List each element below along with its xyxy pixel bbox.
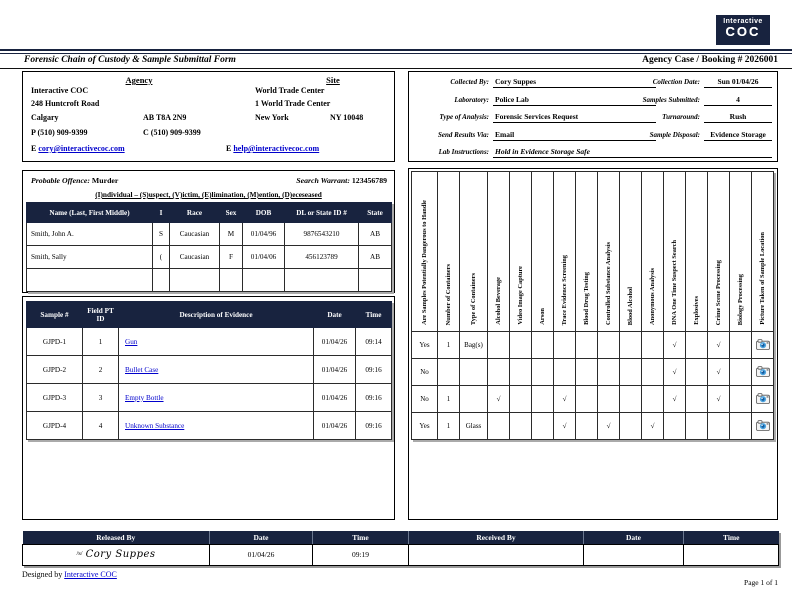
individual-cell: S — [153, 223, 170, 246]
samples-panel — [22, 296, 395, 520]
header-rule — [0, 49, 792, 54]
picture-cell — [752, 413, 774, 440]
analysis-column-header — [532, 172, 554, 332]
individuals-table — [26, 202, 392, 292]
dangerous-cell: Yes — [412, 332, 438, 359]
individual-cell — [153, 269, 170, 292]
field-pt-id-cell: 2 — [83, 356, 119, 384]
analysis-empty-cell — [620, 332, 642, 359]
field-pt-id-cell: 4 — [83, 412, 119, 440]
analysis-empty-cell — [510, 413, 532, 440]
site-state-zip: NY 10048 — [330, 113, 364, 122]
individual-cell: M — [220, 223, 243, 246]
evidence-description-cell — [119, 356, 314, 384]
collection-row — [409, 76, 777, 90]
evidence-link[interactable]: Gun — [125, 337, 138, 346]
field-label: Collected By: — [450, 78, 489, 86]
analysis-empty-cell — [730, 386, 752, 413]
site-heading: Site — [326, 75, 340, 85]
date-cell: 01/04/26 — [314, 328, 356, 356]
analysis-empty-cell — [532, 332, 554, 359]
column-header: Race — [170, 203, 220, 223]
vertical-header-text: Are Samples Potentially Dangerous to Handle — [421, 200, 428, 325]
title-underline — [0, 68, 792, 69]
analysis-check-cell: √ — [642, 413, 664, 440]
individual-cell — [243, 269, 285, 292]
column-header: Time — [684, 531, 779, 544]
release-header-row — [23, 531, 779, 544]
agency-province: AB T8A 2N9 — [143, 113, 187, 122]
designer-link[interactable]: Interactive COC — [64, 570, 117, 579]
evidence-link[interactable]: Unknown Substance — [125, 421, 185, 430]
vertical-header-text: Picture Taken of Sample Location — [759, 232, 766, 325]
vertical-header-text: Biology Processing — [737, 273, 744, 325]
sample-row — [27, 384, 392, 412]
agency-heading: Agency — [125, 75, 153, 85]
time-cell: 09:16 — [356, 356, 392, 384]
site-address: 1 World Trade Center — [255, 99, 331, 108]
vertical-header-text: Blood Drug Testing — [583, 272, 590, 325]
analysis-empty-cell — [642, 332, 664, 359]
signature-prefix: /s/ — [76, 550, 83, 557]
date-cell: 01/04/26 — [314, 356, 356, 384]
vertical-header-text: Anonymous Analysis — [649, 267, 656, 325]
containers-count-cell — [438, 359, 460, 386]
field-value: 4 — [704, 94, 772, 106]
footer-designed-by — [22, 570, 117, 579]
field-label: Turnaround: — [662, 113, 700, 121]
analysis-check-cell: √ — [708, 386, 730, 413]
column-header: Received By — [409, 531, 584, 544]
individual-cell — [220, 269, 243, 292]
individual-cell: Caucasian — [170, 223, 220, 246]
containers-count-cell: 1 — [438, 332, 460, 359]
individual-code-legend: (I)ndividual – (S)uspect, (V)ictim, (E)limination, (M)ention, (D)eceseased — [95, 190, 322, 199]
container-type-cell — [460, 386, 488, 413]
analysis-column-header — [686, 172, 708, 332]
analysis-empty-cell — [730, 332, 752, 359]
interactive-coc-logo — [716, 15, 770, 45]
date-cell: 01/04/26 — [314, 412, 356, 440]
site-name: World Trade Center — [255, 86, 325, 95]
vertical-header-text: Blood Alcohol — [627, 286, 634, 325]
individual-cell: Caucasian — [170, 246, 220, 269]
analysis-column-header — [642, 172, 664, 332]
individual-cell: 01/04/06 — [243, 246, 285, 269]
field-value: Evidence Storage — [704, 129, 772, 141]
analysis-empty-cell — [620, 359, 642, 386]
field-label: Send Results Via: — [438, 130, 489, 139]
camera-icon[interactable] — [756, 366, 770, 377]
samples-header-row — [27, 302, 392, 328]
individual-cell: 456123789 — [285, 246, 359, 269]
analysis-column-header — [554, 172, 576, 332]
collection-row — [409, 129, 777, 143]
analysis-check-cell: √ — [598, 413, 620, 440]
signature-name: Cory Suppes — [85, 549, 156, 560]
column-header: Date — [210, 531, 313, 544]
samples-table — [26, 301, 392, 440]
analysis-column-header — [752, 172, 774, 332]
column-header: Field PT ID — [83, 302, 119, 328]
field-pt-id-cell: 3 — [83, 384, 119, 412]
release-data-row — [23, 544, 779, 565]
agency-email-prefix: E — [31, 144, 37, 153]
picture-cell — [752, 359, 774, 386]
individual-cell: Smith, John A. — [27, 223, 153, 246]
analysis-empty-cell — [532, 386, 554, 413]
collection-info-panel — [408, 71, 778, 162]
analysis-check-cell: √ — [708, 359, 730, 386]
evidence-description-cell — [119, 412, 314, 440]
analysis-column-header — [598, 172, 620, 332]
form-title: Forensic Chain of Custody & Sample Submittal Form — [24, 55, 236, 65]
analysis-empty-cell — [488, 413, 510, 440]
analysis-column-header — [488, 172, 510, 332]
individual-cell: F — [220, 246, 243, 269]
sample-id-cell: GJPD-4 — [27, 412, 83, 440]
individual-cell: ( — [153, 246, 170, 269]
dangerous-cell: No — [412, 359, 438, 386]
field-value: Police Lab — [493, 94, 656, 106]
offence-individuals-panel — [22, 170, 395, 293]
field-value: Sun 01/04/26 — [704, 76, 772, 88]
field-label: Type of Analysis: — [439, 113, 489, 121]
analysis-empty-cell — [576, 386, 598, 413]
received-time-cell[interactable] — [684, 544, 779, 565]
containers-count-cell: 1 — [438, 386, 460, 413]
column-header: Time — [356, 302, 392, 328]
individual-row — [27, 269, 392, 292]
individual-cell: AB — [359, 246, 392, 269]
vertical-header-text: Arson — [539, 308, 546, 325]
containers-count-cell: 1 — [438, 413, 460, 440]
site-email-prefix: E — [226, 144, 232, 153]
camera-icon[interactable] — [756, 339, 770, 350]
analysis-empty-cell — [664, 413, 686, 440]
analysis-column-header — [730, 172, 752, 332]
field-label: Laboratory: — [454, 95, 489, 104]
site-city: New York — [255, 113, 289, 122]
case-booking-number: Agency Case / Booking # 2026001 — [642, 55, 778, 65]
analysis-matrix-panel — [408, 168, 778, 520]
received-by-cell[interactable] — [409, 544, 584, 565]
analysis-empty-cell — [730, 359, 752, 386]
vertical-header-text: Alcohol Beverage — [495, 277, 502, 325]
column-header: Sample # — [27, 302, 83, 328]
analysis-empty-cell — [708, 413, 730, 440]
camera-icon[interactable] — [756, 393, 770, 404]
analysis-empty-cell — [576, 413, 598, 440]
logo-chain-text: COC — [725, 24, 761, 39]
analysis-matrix-table — [411, 171, 774, 440]
individual-cell — [359, 269, 392, 292]
individual-cell — [27, 269, 153, 292]
vertical-header-text: Explosives — [693, 296, 700, 325]
time-cell: 09:16 — [356, 412, 392, 440]
released-time-cell: 09:19 — [313, 544, 409, 565]
analysis-empty-cell — [554, 332, 576, 359]
individual-cell: 01/04/96 — [243, 223, 285, 246]
column-header: Name (Last, First Middle) — [27, 203, 153, 223]
sample-row — [27, 412, 392, 440]
analysis-empty-cell — [510, 386, 532, 413]
analysis-check-cell: √ — [664, 332, 686, 359]
search-warrant-label: Search Warrant: — [296, 176, 350, 185]
vertical-header-text: DNA One Time Suspect Search — [671, 240, 678, 325]
analysis-row — [412, 359, 774, 386]
analysis-column-header — [510, 172, 532, 332]
individual-cell: 9876543210 — [285, 223, 359, 246]
analysis-row — [412, 386, 774, 413]
field-pt-id-cell: 1 — [83, 328, 119, 356]
evidence-link[interactable]: Bullet Case — [125, 365, 159, 374]
site-email-link[interactable]: help@interactivecoc.com — [233, 144, 320, 153]
column-header: Sex — [220, 203, 243, 223]
field-value: Forensic Services Request — [493, 111, 656, 123]
analysis-row — [412, 332, 774, 359]
field-label: Collection Date: — [652, 78, 700, 86]
title-row — [0, 55, 792, 67]
analysis-column-header — [438, 172, 460, 332]
evidence-description-cell — [119, 328, 314, 356]
analysis-column-header — [620, 172, 642, 332]
container-type-cell: Glass — [460, 413, 488, 440]
analysis-empty-cell — [642, 386, 664, 413]
analysis-empty-cell — [686, 386, 708, 413]
designed-by-text: Designed by — [22, 570, 63, 579]
camera-icon[interactable] — [756, 420, 770, 431]
analysis-empty-cell — [554, 359, 576, 386]
analysis-empty-cell — [510, 359, 532, 386]
logo-top-text: Interactive — [723, 18, 763, 25]
vertical-header-text: Type of Containers — [470, 272, 477, 325]
field-label: Samples Submitted: — [642, 95, 700, 104]
analysis-check-cell: √ — [664, 386, 686, 413]
released-by-signature-cell — [23, 544, 210, 565]
analysis-empty-cell — [686, 359, 708, 386]
vertical-header-text: Crime Scene Processing — [715, 259, 722, 325]
column-header: Released By — [23, 531, 210, 544]
dangerous-cell: Yes — [412, 413, 438, 440]
sample-row — [27, 328, 392, 356]
release-table — [22, 531, 779, 566]
analysis-empty-cell — [686, 413, 708, 440]
dangerous-cell: No — [412, 386, 438, 413]
analysis-empty-cell — [510, 332, 532, 359]
agency-phone: P (510) 909-9399 — [31, 128, 88, 137]
column-header: Description of Evidence — [119, 302, 314, 328]
released-date-cell: 01/04/26 — [210, 544, 313, 565]
analysis-check-cell: √ — [554, 413, 576, 440]
analysis-empty-cell — [488, 332, 510, 359]
column-header: Time — [313, 531, 409, 544]
individual-cell: Smith, Sally — [27, 246, 153, 269]
analysis-check-cell: √ — [554, 386, 576, 413]
picture-cell — [752, 386, 774, 413]
container-type-cell — [460, 359, 488, 386]
page-indicator: Page 1 of 1 — [744, 578, 778, 587]
analysis-check-cell: √ — [708, 332, 730, 359]
field-value: Cory Suppes — [493, 76, 656, 88]
analysis-empty-cell — [598, 386, 620, 413]
time-cell: 09:16 — [356, 384, 392, 412]
analysis-row — [412, 413, 774, 440]
sample-id-cell: GJPD-2 — [27, 356, 83, 384]
individual-cell: AB — [359, 223, 392, 246]
analysis-empty-cell — [532, 413, 554, 440]
analysis-empty-cell — [532, 359, 554, 386]
analysis-empty-cell — [598, 332, 620, 359]
analysis-empty-cell — [730, 413, 752, 440]
column-header: DOB — [243, 203, 285, 223]
agency-address: 248 Huntcroft Road — [31, 99, 100, 108]
probable-offence-value: Murder — [91, 176, 119, 185]
agency-cell: C (510) 909-9399 — [143, 128, 201, 137]
analysis-check-cell: √ — [664, 359, 686, 386]
analysis-column-header — [412, 172, 438, 332]
analysis-column-header — [708, 172, 730, 332]
analysis-empty-cell — [576, 359, 598, 386]
vertical-header-text: Video Image Capture — [517, 266, 524, 325]
field-label: Sample Disposal: — [649, 130, 700, 139]
analysis-column-header — [576, 172, 598, 332]
column-header: Date — [314, 302, 356, 328]
time-cell: 09:14 — [356, 328, 392, 356]
analysis-column-header — [460, 172, 488, 332]
analysis-header-row — [412, 172, 774, 332]
probable-offence-label: Probable Offence: — [31, 176, 90, 185]
column-header: DL or State ID # — [285, 203, 359, 223]
individual-cell — [170, 269, 220, 292]
vertical-header-text: Number of Containers — [445, 263, 452, 325]
received-date-cell[interactable] — [584, 544, 684, 565]
individuals-header-row — [27, 203, 392, 223]
sample-id-cell: GJPD-3 — [27, 384, 83, 412]
evidence-description-cell — [119, 384, 314, 412]
analysis-empty-cell — [576, 332, 598, 359]
analysis-empty-cell — [598, 359, 620, 386]
date-cell: 01/04/26 — [314, 384, 356, 412]
agency-site-panel — [22, 71, 395, 162]
picture-cell — [752, 332, 774, 359]
lab-instructions-value: Hold in Evidence Storage Safe — [493, 146, 772, 158]
analysis-empty-cell — [620, 386, 642, 413]
individual-cell — [285, 269, 359, 292]
agency-email-link[interactable]: cory@interactivecoc.com — [38, 144, 125, 153]
individual-row — [27, 223, 392, 246]
column-header: I — [153, 203, 170, 223]
agency-name: Interactive COC — [31, 86, 89, 95]
vertical-header-text: Trace Evidence Screening — [561, 254, 568, 325]
sample-id-cell: GJPD-1 — [27, 328, 83, 356]
evidence-link[interactable]: Empty Bottle — [125, 393, 164, 402]
column-header: State — [359, 203, 392, 223]
analysis-column-header — [664, 172, 686, 332]
vertical-header-text: Controlled Substance Analysis — [605, 242, 612, 325]
agency-city: Calgary — [31, 113, 59, 122]
field-value: Rush — [704, 111, 772, 123]
lab-instructions-label: Lab Instructions: — [438, 148, 489, 156]
container-type-cell: Bag(s) — [460, 332, 488, 359]
analysis-empty-cell — [686, 332, 708, 359]
column-header: Date — [584, 531, 684, 544]
analysis-check-cell: √ — [488, 386, 510, 413]
sample-row — [27, 356, 392, 384]
analysis-empty-cell — [620, 413, 642, 440]
individual-row — [27, 246, 392, 269]
collection-row — [409, 111, 777, 125]
analysis-empty-cell — [488, 359, 510, 386]
field-value: Email — [493, 129, 656, 141]
search-warrant-value: 123456789 — [351, 176, 387, 185]
analysis-empty-cell — [642, 359, 664, 386]
collection-row — [409, 94, 777, 108]
